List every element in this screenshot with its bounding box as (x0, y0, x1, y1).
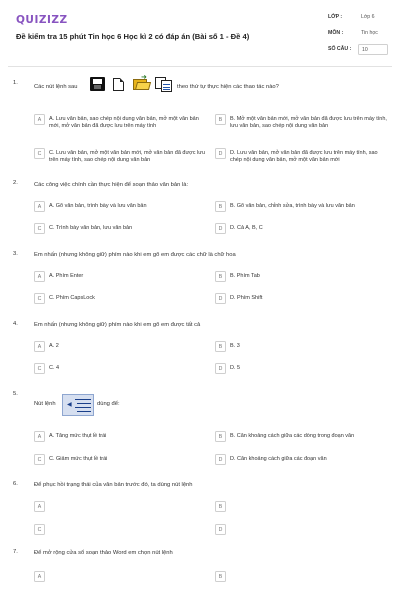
question-number: 2. (13, 180, 18, 186)
quizizz-logo: QUIZIZZ (16, 14, 68, 26)
option-text: D. Lưu văn bản, mở văn bản đã được lưu trên máy tính, sao chép nội dung văn bản, mở một văn bản mới (230, 150, 378, 164)
question-text-continued: dùng để: (97, 401, 120, 407)
option-letter: A (34, 341, 45, 352)
subject-value: Tin học (361, 30, 378, 36)
option-letter: B (215, 201, 226, 212)
option-text: C. Trình bày văn bản, lưu văn bản (49, 225, 133, 231)
open-folder-icon: ➜ (133, 76, 151, 90)
option-text: B. Căn khoảng cách giữa các dòng trong đoạn văn (230, 433, 355, 439)
option-letter: C (34, 148, 45, 159)
option-letter: D (215, 223, 226, 234)
option-text: D. Phím Shift (230, 295, 263, 301)
option-letter: A (34, 114, 45, 125)
worksheet-meta (328, 12, 388, 60)
question-count-label: SỐ CÂU : (328, 46, 352, 52)
option-text: A. Tăng mức thụt lề trái (49, 433, 107, 439)
option-text: D. Căn khoảng cách giữa các đoạn văn (230, 456, 327, 462)
option-letter: D (215, 363, 226, 374)
question-text: Để mở rộng cửa sổ soạn thảo Word em chọn nút lệnh (34, 550, 173, 556)
question-text: Các nút lệnh sau (34, 84, 78, 90)
option-letter: B (215, 271, 226, 282)
option-letter: D (215, 454, 226, 465)
option-text: D. 5 (230, 365, 241, 371)
question-number: 3. (13, 251, 18, 257)
option-text: B. Phím Tab (230, 273, 260, 279)
question-number: 4. (13, 321, 18, 327)
question-number: 6. (13, 481, 18, 487)
option-letter: B (215, 341, 226, 352)
question-text: Em nhấn (nhưng không giữ) phím nào khi em gõ em được tất cả (34, 322, 201, 328)
question-text: Em nhấn (nhưng không giữ) phím nào khi em gõ em được các chữ là chữ hoa (34, 252, 236, 258)
option-letter: C (34, 454, 45, 465)
meta-count-row (328, 44, 388, 60)
option-letter: C (34, 223, 45, 234)
option-letter: D (215, 148, 226, 159)
option-letter: A (34, 201, 45, 212)
copy-icon (155, 77, 173, 91)
indent-icon: ◀ (62, 394, 94, 416)
option-text: B. Mở một văn bản mới, mở văn bản đã được lưu trên máy tính, lưu văn bản, sao chép nội dung văn bản (230, 116, 387, 130)
worksheet-title: Đề kiểm tra 15 phút Tin học 6 Học kì 2 có đáp án (Bài số 1 - Đề 4) (16, 32, 250, 41)
option-text: C. Giảm mức thụt lề trái (49, 456, 108, 462)
option-text: B. 3 (230, 343, 240, 349)
option-text: C. Phím CapsLock (49, 295, 95, 301)
option-text: A. Phím Enter (49, 273, 84, 279)
option-text: A. Gõ văn bản, trình bày và lưu văn bản (49, 203, 147, 209)
option-letter: A (34, 271, 45, 282)
option-letter: A (34, 571, 45, 582)
subject-label: MÔN : (328, 30, 344, 36)
question-number: 1. (13, 80, 18, 86)
new-document-icon (113, 78, 124, 91)
save-icon (90, 77, 105, 91)
option-letter: D (215, 293, 226, 304)
header-divider (8, 66, 392, 67)
option-letter: A (34, 501, 45, 512)
question-text: Để phục hồi trạng thái của văn bản trước đó, ta dùng nút lệnh (34, 482, 193, 488)
option-letter: C (34, 524, 45, 535)
option-letter: D (215, 524, 226, 535)
option-text: A. Lưu văn bản, sao chép nội dung văn bản, mở một văn bản mới, mở văn bản đã được lưu trên máy tính (49, 116, 199, 130)
question-count-value: 10 (358, 44, 388, 55)
worksheet-header (0, 0, 400, 66)
meta-subject-row (328, 28, 388, 44)
option-text: B. Gõ văn bản, chỉnh sửa, trình bày và lưu văn bản (230, 203, 355, 209)
question-text: Nút lệnh (34, 401, 56, 407)
option-text: A. 2 (49, 343, 59, 349)
option-letter: C (34, 293, 45, 304)
option-text: D. Cả A, B, C (230, 225, 263, 231)
question-number: 7. (13, 549, 18, 555)
question-text-continued: theo thứ tự thực hiện các thao tác nào? (177, 84, 279, 90)
class-label: LỚP : (328, 14, 343, 20)
option-text: C. Lưu văn bản, mở một văn bản mới, mở văn bản đã được lưu trên máy tính, sao chép nội dung văn bản (49, 150, 206, 164)
option-text: C. 4 (49, 365, 60, 371)
option-letter: C (34, 363, 45, 374)
option-letter: B (215, 571, 226, 582)
meta-class-row (328, 12, 388, 28)
class-value: Lớp 6 (361, 14, 375, 20)
option-letter: B (215, 431, 226, 442)
question-number: 5. (13, 391, 18, 397)
option-letter: A (34, 431, 45, 442)
option-letter: B (215, 501, 226, 512)
option-letter: B (215, 114, 226, 125)
question-text: Các công việc chính cần thực hiện để soạn thảo văn bản là: (34, 182, 189, 188)
